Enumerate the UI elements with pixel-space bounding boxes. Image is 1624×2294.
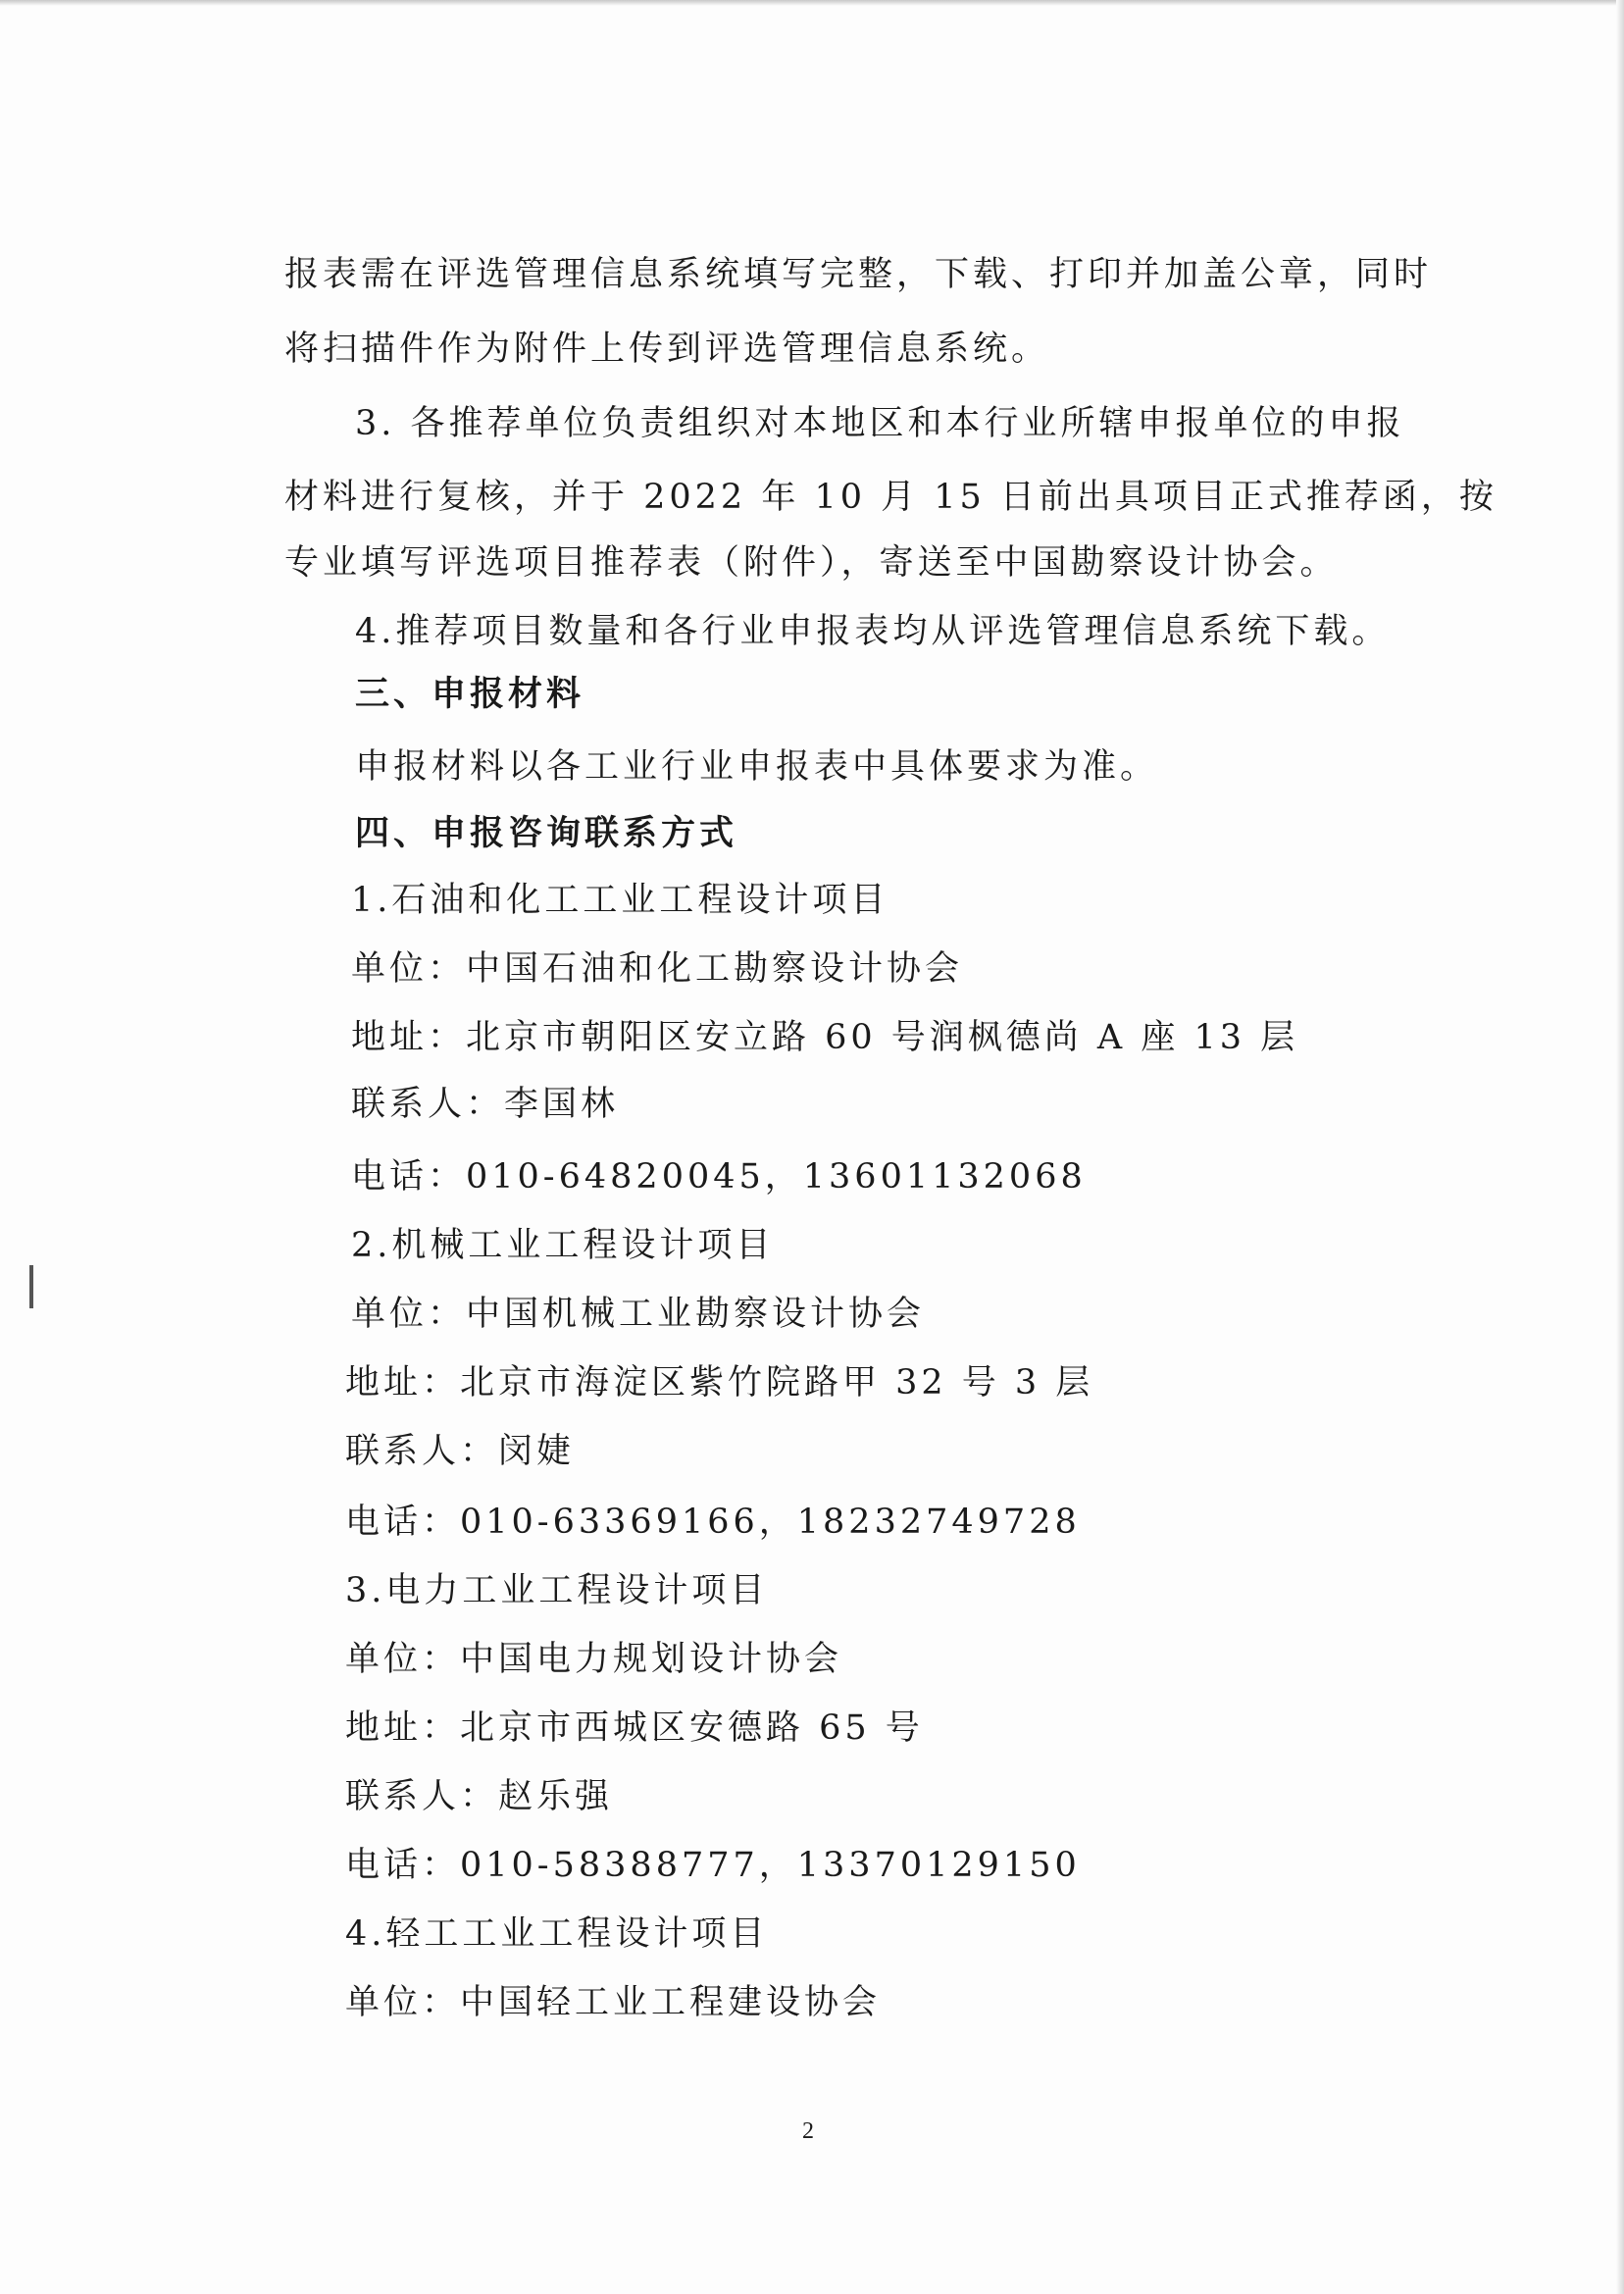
contact-unit: 单位：中国轻工业工程建设协会 [345, 1983, 882, 2022]
contact-unit: 单位：中国机械工业勘察设计协会 [351, 1295, 926, 1334]
contact-address: 地址：北京市朝阳区安立路 60 号润枫德尚 A 座 13 层 [351, 1018, 1299, 1057]
body-line: 将扫描件作为附件上传到评选管理信息系统。 [284, 330, 1050, 369]
contact-person: 联系人：闵婕 [345, 1432, 576, 1471]
contact-address: 地址：北京市西城区安德路 65 号 [345, 1708, 924, 1748]
contact-person: 联系人：赵乐强 [345, 1777, 614, 1816]
contact-phone: 电话：010-64820045，13601132068 [351, 1157, 1087, 1197]
contact-project-title: 3.电力工业工程设计项目 [345, 1571, 769, 1610]
scan-top-edge [0, 0, 1624, 6]
body-line: 4.推荐项目数量和各行业申报表均从评选管理信息系统下载。 [355, 612, 1391, 651]
body-line: 申报材料以各工业行业申报表中具体要求为准。 [355, 747, 1159, 787]
contact-address: 地址：北京市海淀区紫竹院路甲 32 号 3 层 [345, 1363, 1094, 1402]
contact-project-title: 1.石油和化工工业工程设计项目 [351, 881, 889, 920]
body-line: 材料进行复核，并于 2022 年 10 月 15 日前出具项目正式推荐函，按 [284, 478, 1497, 517]
contact-project-title: 2.机械工业工程设计项目 [351, 1226, 775, 1265]
contact-unit: 单位：中国电力规划设计协会 [345, 1640, 843, 1679]
contact-phone: 电话：010-58388777，13370129150 [345, 1846, 1081, 1885]
contact-person: 联系人：李国林 [351, 1085, 620, 1124]
scan-margin-mark [29, 1265, 33, 1308]
body-line: 报表需在评选管理信息系统填写完整，下载、打印并加盖公章，同时 [284, 255, 1433, 294]
contact-project-title: 4.轻工工业工程设计项目 [345, 1914, 769, 1954]
page-number: 2 [802, 2118, 814, 2144]
section-heading: 三、申报材料 [355, 675, 585, 714]
body-line: 3. 各推荐单位负责组织对本地区和本行业所辖申报单位的申报 [355, 404, 1405, 443]
contact-phone: 电话：010-63369166，18232749728 [345, 1503, 1081, 1542]
body-line: 专业填写评选项目推荐表（附件），寄送至中国勘察设计协会。 [284, 543, 1339, 583]
scan-right-edge [1616, 0, 1624, 2294]
section-heading: 四、申报咨询联系方式 [355, 814, 738, 853]
contact-unit: 单位：中国石油和化工勘察设计协会 [351, 949, 964, 989]
